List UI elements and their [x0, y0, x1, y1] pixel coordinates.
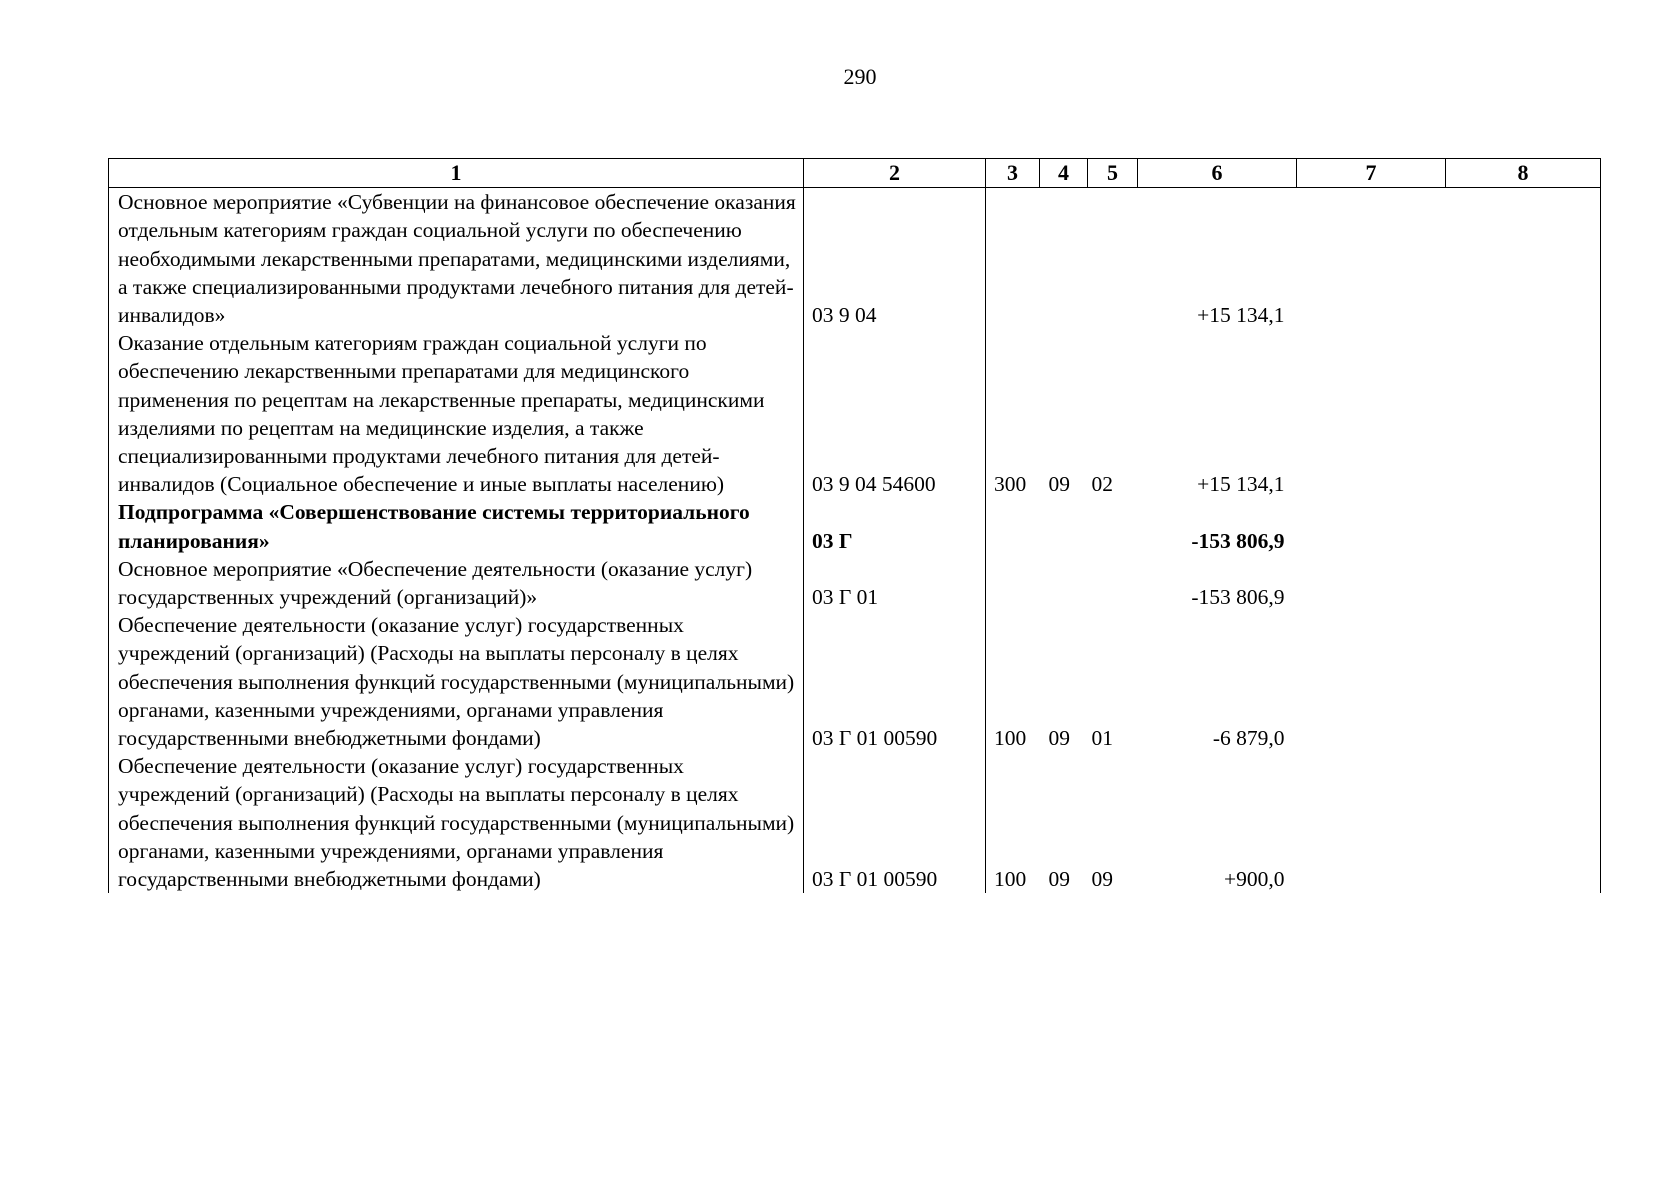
- row-subsection: 01: [1091, 726, 1113, 751]
- row-amount: +900,0: [1223, 867, 1285, 892]
- row-expense-type: 100: [986, 752, 1040, 893]
- header-col-3: 3: [986, 159, 1040, 188]
- row-target-code: 03 9 04: [804, 188, 986, 330]
- row-subsection: [1088, 188, 1138, 330]
- row-section: 09: [1048, 472, 1070, 497]
- row-expense-type: 300: [986, 329, 1040, 498]
- row-target-code: 03 Г 01: [804, 555, 986, 611]
- table-body: [109, 188, 1601, 894]
- row-subsection: 09: [1091, 867, 1113, 892]
- row-amount: -153 806,9: [1191, 585, 1285, 610]
- budget-table: [108, 158, 1601, 893]
- row-expense-type: [986, 555, 1040, 611]
- header-col-8: 8: [1446, 159, 1601, 188]
- header-col-4: 4: [1040, 159, 1088, 188]
- row-col7: [1297, 498, 1446, 554]
- table-row: [109, 188, 1601, 330]
- row-section: [1040, 498, 1088, 554]
- header-col-2: 2: [804, 159, 986, 188]
- row-target-code: 03 Г: [804, 498, 986, 554]
- row-description: Обеспечение деятельности (оказание услуг) государственных учреждений (организаций) (Расходы на выплаты персоналу в целях обеспечения выполнения функций государственными (муниципальными) органами, казенными учреждениями, органами управления государственными внебюджетными фондами): [109, 611, 804, 752]
- row-subsection: [1088, 498, 1138, 554]
- row-col7: [1297, 752, 1446, 893]
- header-col-1: 1: [109, 159, 804, 188]
- row-subsection: 02: [1091, 472, 1113, 497]
- row-col8: [1446, 498, 1601, 554]
- row-expense-type: [986, 498, 1040, 554]
- page-number: 290: [843, 64, 877, 89]
- row-section: 09: [1048, 726, 1070, 751]
- row-section: [1040, 188, 1088, 330]
- row-col8: [1446, 329, 1601, 498]
- table-row: [109, 498, 1601, 554]
- table-row: [109, 611, 1601, 752]
- row-col7: [1297, 611, 1446, 752]
- row-subsection: [1088, 555, 1138, 611]
- row-description: Оказание отдельным категориям граждан социальной услуги по обеспечению лекарственными препаратами для медицинского применения по рецептам на лекарственные препараты, медицинскими изделиями по рецептам на медицинские изделия, а также специализированными продуктами лечебного питания для детей-инвалидов (Социальное обеспечение и иные выплаты населению): [109, 329, 804, 498]
- row-col8: [1446, 555, 1601, 611]
- header-col-6: 6: [1138, 159, 1297, 188]
- header-col-7: 7: [1297, 159, 1446, 188]
- table-row: [109, 555, 1601, 611]
- header-row: [109, 159, 1601, 188]
- row-col7: [1297, 188, 1446, 330]
- row-description: Основное мероприятие «Обеспечение деятельности (оказание услуг) государственных учреждений (организаций)»: [109, 555, 804, 611]
- header-col-5: 5: [1088, 159, 1138, 188]
- row-target-code: 03 Г 01 00590: [804, 752, 986, 893]
- row-amount: +15 134,1: [1197, 303, 1285, 328]
- row-target-code: 03 Г 01 00590: [804, 611, 986, 752]
- table-row: [109, 329, 1601, 498]
- row-col7: [1297, 555, 1446, 611]
- table-row: [109, 752, 1601, 893]
- row-section: 09: [1048, 867, 1070, 892]
- row-col7: [1297, 329, 1446, 498]
- row-target-code: 03 9 04 54600: [804, 329, 986, 498]
- row-section: [1040, 555, 1088, 611]
- row-description: Обеспечение деятельности (оказание услуг) государственных учреждений (организаций) (Расходы на выплаты персоналу в целях обеспечения выполнения функций государственными (муниципальными) органами, казенными учреждениями, органами управления государственными внебюджетными фондами): [109, 752, 804, 893]
- row-description: Подпрограмма «Совершенствование системы территориального планирования»: [109, 498, 804, 554]
- row-description: Основное мероприятие «Субвенции на финансовое обеспечение оказания отдельным категориям граждан социальной услуги по обеспечению необходимыми лекарственными препаратами, медицинскими изделиями, а также специализированными продуктами лечебного питания для детей-инвалидов»: [109, 188, 804, 330]
- row-col8: [1446, 752, 1601, 893]
- row-amount: -153 806,9: [1191, 528, 1285, 553]
- row-amount: -6 879,0: [1212, 726, 1285, 751]
- row-amount: +15 134,1: [1197, 472, 1285, 497]
- table-header: [109, 159, 1601, 188]
- row-expense-type: [986, 188, 1040, 330]
- row-col8: [1446, 188, 1601, 330]
- row-expense-type: 100: [986, 611, 1040, 752]
- row-col8: [1446, 611, 1601, 752]
